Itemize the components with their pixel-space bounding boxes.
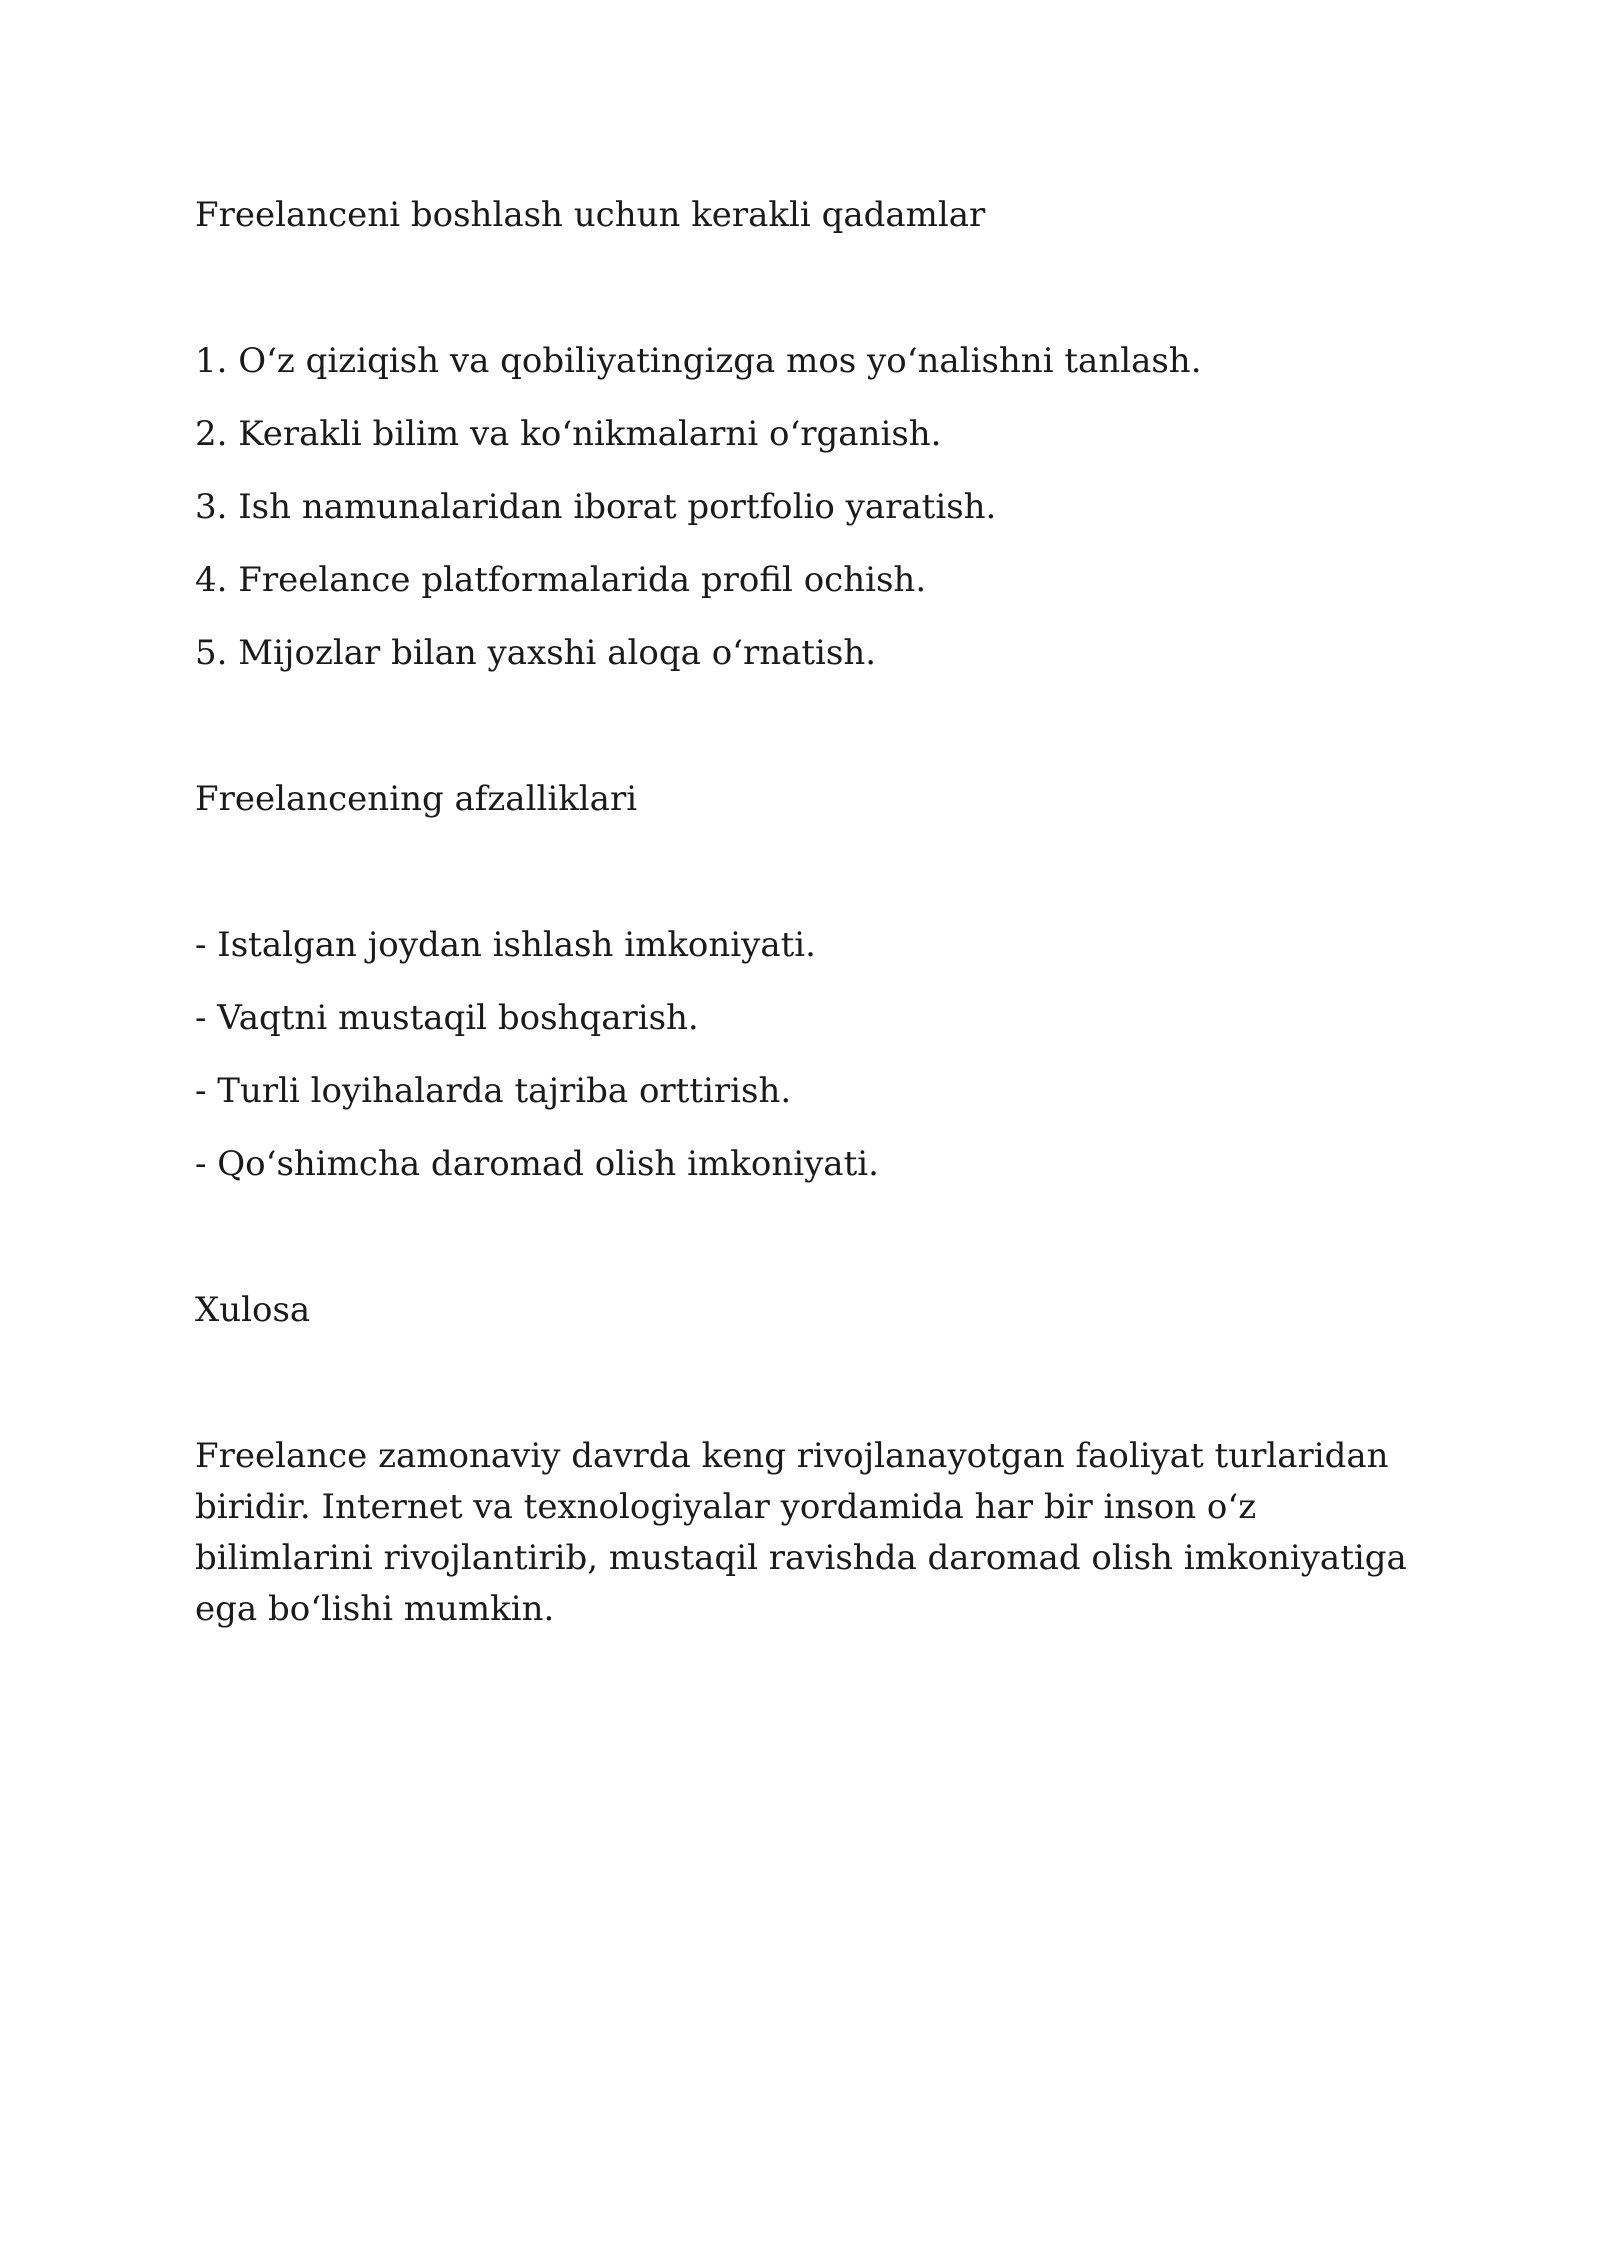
list-item: - Qo‘shimcha daromad olish imkoniyati. xyxy=(195,1144,879,1184)
list-item: 4. Freelance platformalarida profil ochish. xyxy=(195,560,927,600)
list-item: 3. Ish namunalaridan iborat portfolio yaratish. xyxy=(195,487,997,527)
list-item: - Istalgan joydan ishlash imkoniyati. xyxy=(195,925,816,965)
list-item: 1. O‘z qiziqish va qobiliyatingizga mos yo‘nalishni tanlash. xyxy=(195,341,1202,381)
list-item: - Turli loyihalarda tajriba orttirish. xyxy=(195,1071,792,1111)
section-heading-steps: Freelanceni boshlash uchun kerakli qadamlar xyxy=(195,195,986,235)
advantages-list xyxy=(195,920,1410,1190)
steps-list xyxy=(195,336,1410,679)
section-heading-advantages: Freelancening afzalliklari xyxy=(195,779,638,819)
list-item: - Vaqtni mustaqil boshqarish. xyxy=(195,998,699,1038)
section-heading-conclusion: Xulosa xyxy=(195,1290,311,1330)
list-item: 2. Kerakli bilim va ko‘nikmalarni o‘rganish. xyxy=(195,414,942,454)
list-item: 5. Mijozlar bilan yaxshi aloqa o‘rnatish. xyxy=(195,633,877,673)
conclusion-paragraph: Freelance zamonaviy davrda keng rivojlanayotgan faoliyat turlaridan biridir. Internet va texnologiyalar yordamida har bir inson o‘z bilimlarini rivojlantirib, mustaqil ravishda daromad olish imkoniyatiga ega bo‘lishi mumkin. xyxy=(195,1436,1407,1629)
document-body xyxy=(195,190,1410,1635)
